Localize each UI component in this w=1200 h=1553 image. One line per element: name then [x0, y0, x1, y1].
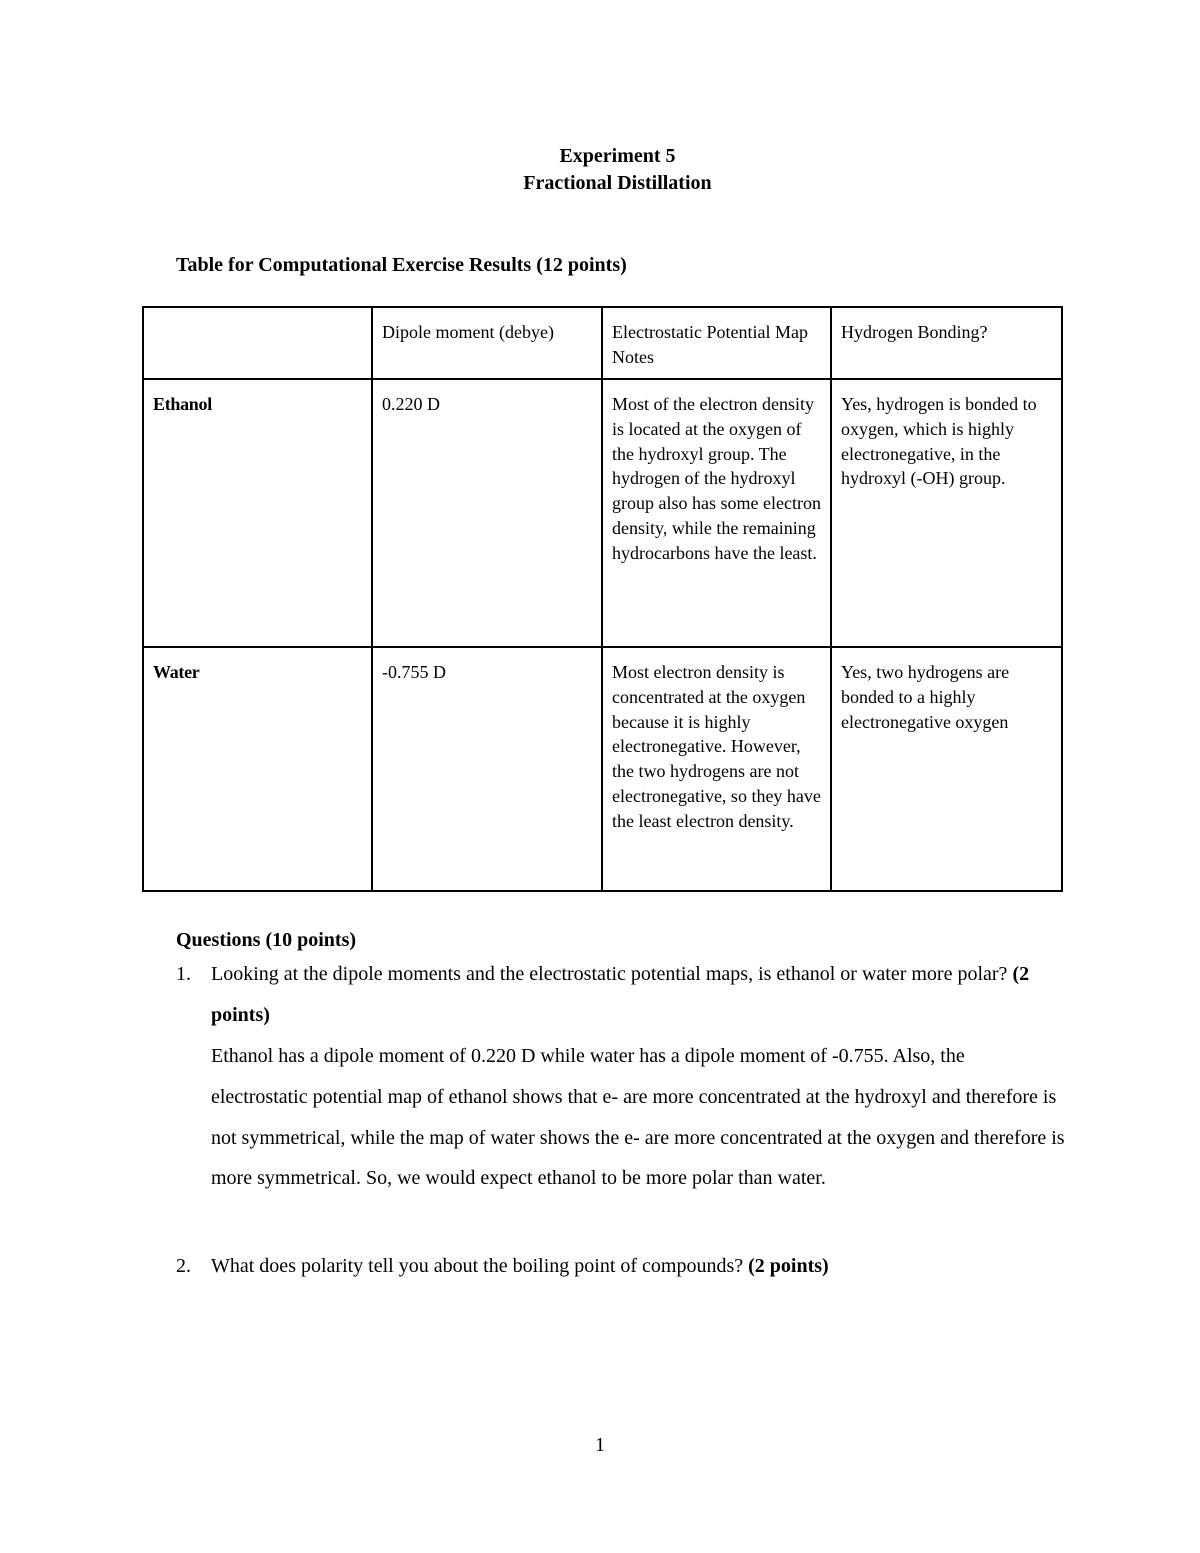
- table-row: [143, 379, 1062, 647]
- questions-heading: Questions (10 points): [176, 929, 357, 951]
- header-cell-map-notes: Electrostatic Potential Map Notes: [602, 307, 831, 379]
- questions-section: [176, 926, 1066, 1287]
- cell-hydrogen-bonding: Yes, two hydrogens are bonded to a highly electronegative oxygen: [831, 647, 1062, 891]
- question-answer: Ethanol has a dipole moment of 0.220 D while water has a dipole moment of -0.755. Also, the electrostatic potential map of ethanol shows that e- are more concentrated at the hydroxyl and therefore is not symmetrical, while the map of water shows the e- are more concentrated at the oxygen and therefore is more symmetrical. So, we would expect ethanol to be more polar than water.: [211, 1045, 1065, 1190]
- document-title: [0, 143, 1200, 197]
- header-cell-hydrogen-bonding: Hydrogen Bonding?: [831, 307, 1062, 379]
- question-text: [211, 954, 1066, 1036]
- question-number: 1.: [176, 963, 191, 985]
- header-cell-empty: [143, 307, 372, 379]
- row-label-water: Water: [143, 647, 372, 891]
- table-heading: Table for Computational Exercise Results (12 points): [176, 254, 627, 276]
- question-points: (2 points): [211, 963, 1030, 1026]
- row-label-ethanol: Ethanol: [143, 379, 372, 647]
- cell-map-notes: Most electron density is concentrated at the oxygen because it is highly electronegative. However, the two hydrogens are not electronegative, so they have the least electron density.: [602, 647, 831, 891]
- cell-map-notes: Most of the electron density is located at the oxygen of the hydroxyl group. The hydrogen of the hydroxyl group also has some electron density, while the remaining hydrocarbons have the least.: [602, 379, 831, 647]
- question-text: [211, 1246, 1066, 1287]
- table-header-row: [143, 307, 1062, 379]
- results-table: [142, 306, 1063, 892]
- title-line-1: Experiment 5: [559, 145, 676, 167]
- page-number: 1: [595, 1434, 605, 1456]
- cell-hydrogen-bonding: Yes, hydrogen is bonded to oxygen, which is highly electronegative, in the hydroxyl (-OH) group.: [831, 379, 1062, 647]
- header-cell-dipole: Dipole moment (debye): [372, 307, 602, 379]
- question-prompt: Looking at the dipole moments and the electrostatic potential maps, is ethanol or water more polar?: [211, 963, 1008, 985]
- question-1: [176, 954, 1066, 1199]
- question-prompt: What does polarity tell you about the boiling point of compounds?: [211, 1255, 744, 1278]
- question-2: [176, 1246, 1066, 1287]
- table-row: [143, 647, 1062, 891]
- question-number: 2.: [176, 1255, 191, 1278]
- cell-dipole: -0.755 D: [372, 647, 602, 891]
- title-line-2: Fractional Distillation: [523, 172, 712, 194]
- cell-dipole: 0.220 D: [372, 379, 602, 647]
- question-points: (2 points): [748, 1255, 829, 1278]
